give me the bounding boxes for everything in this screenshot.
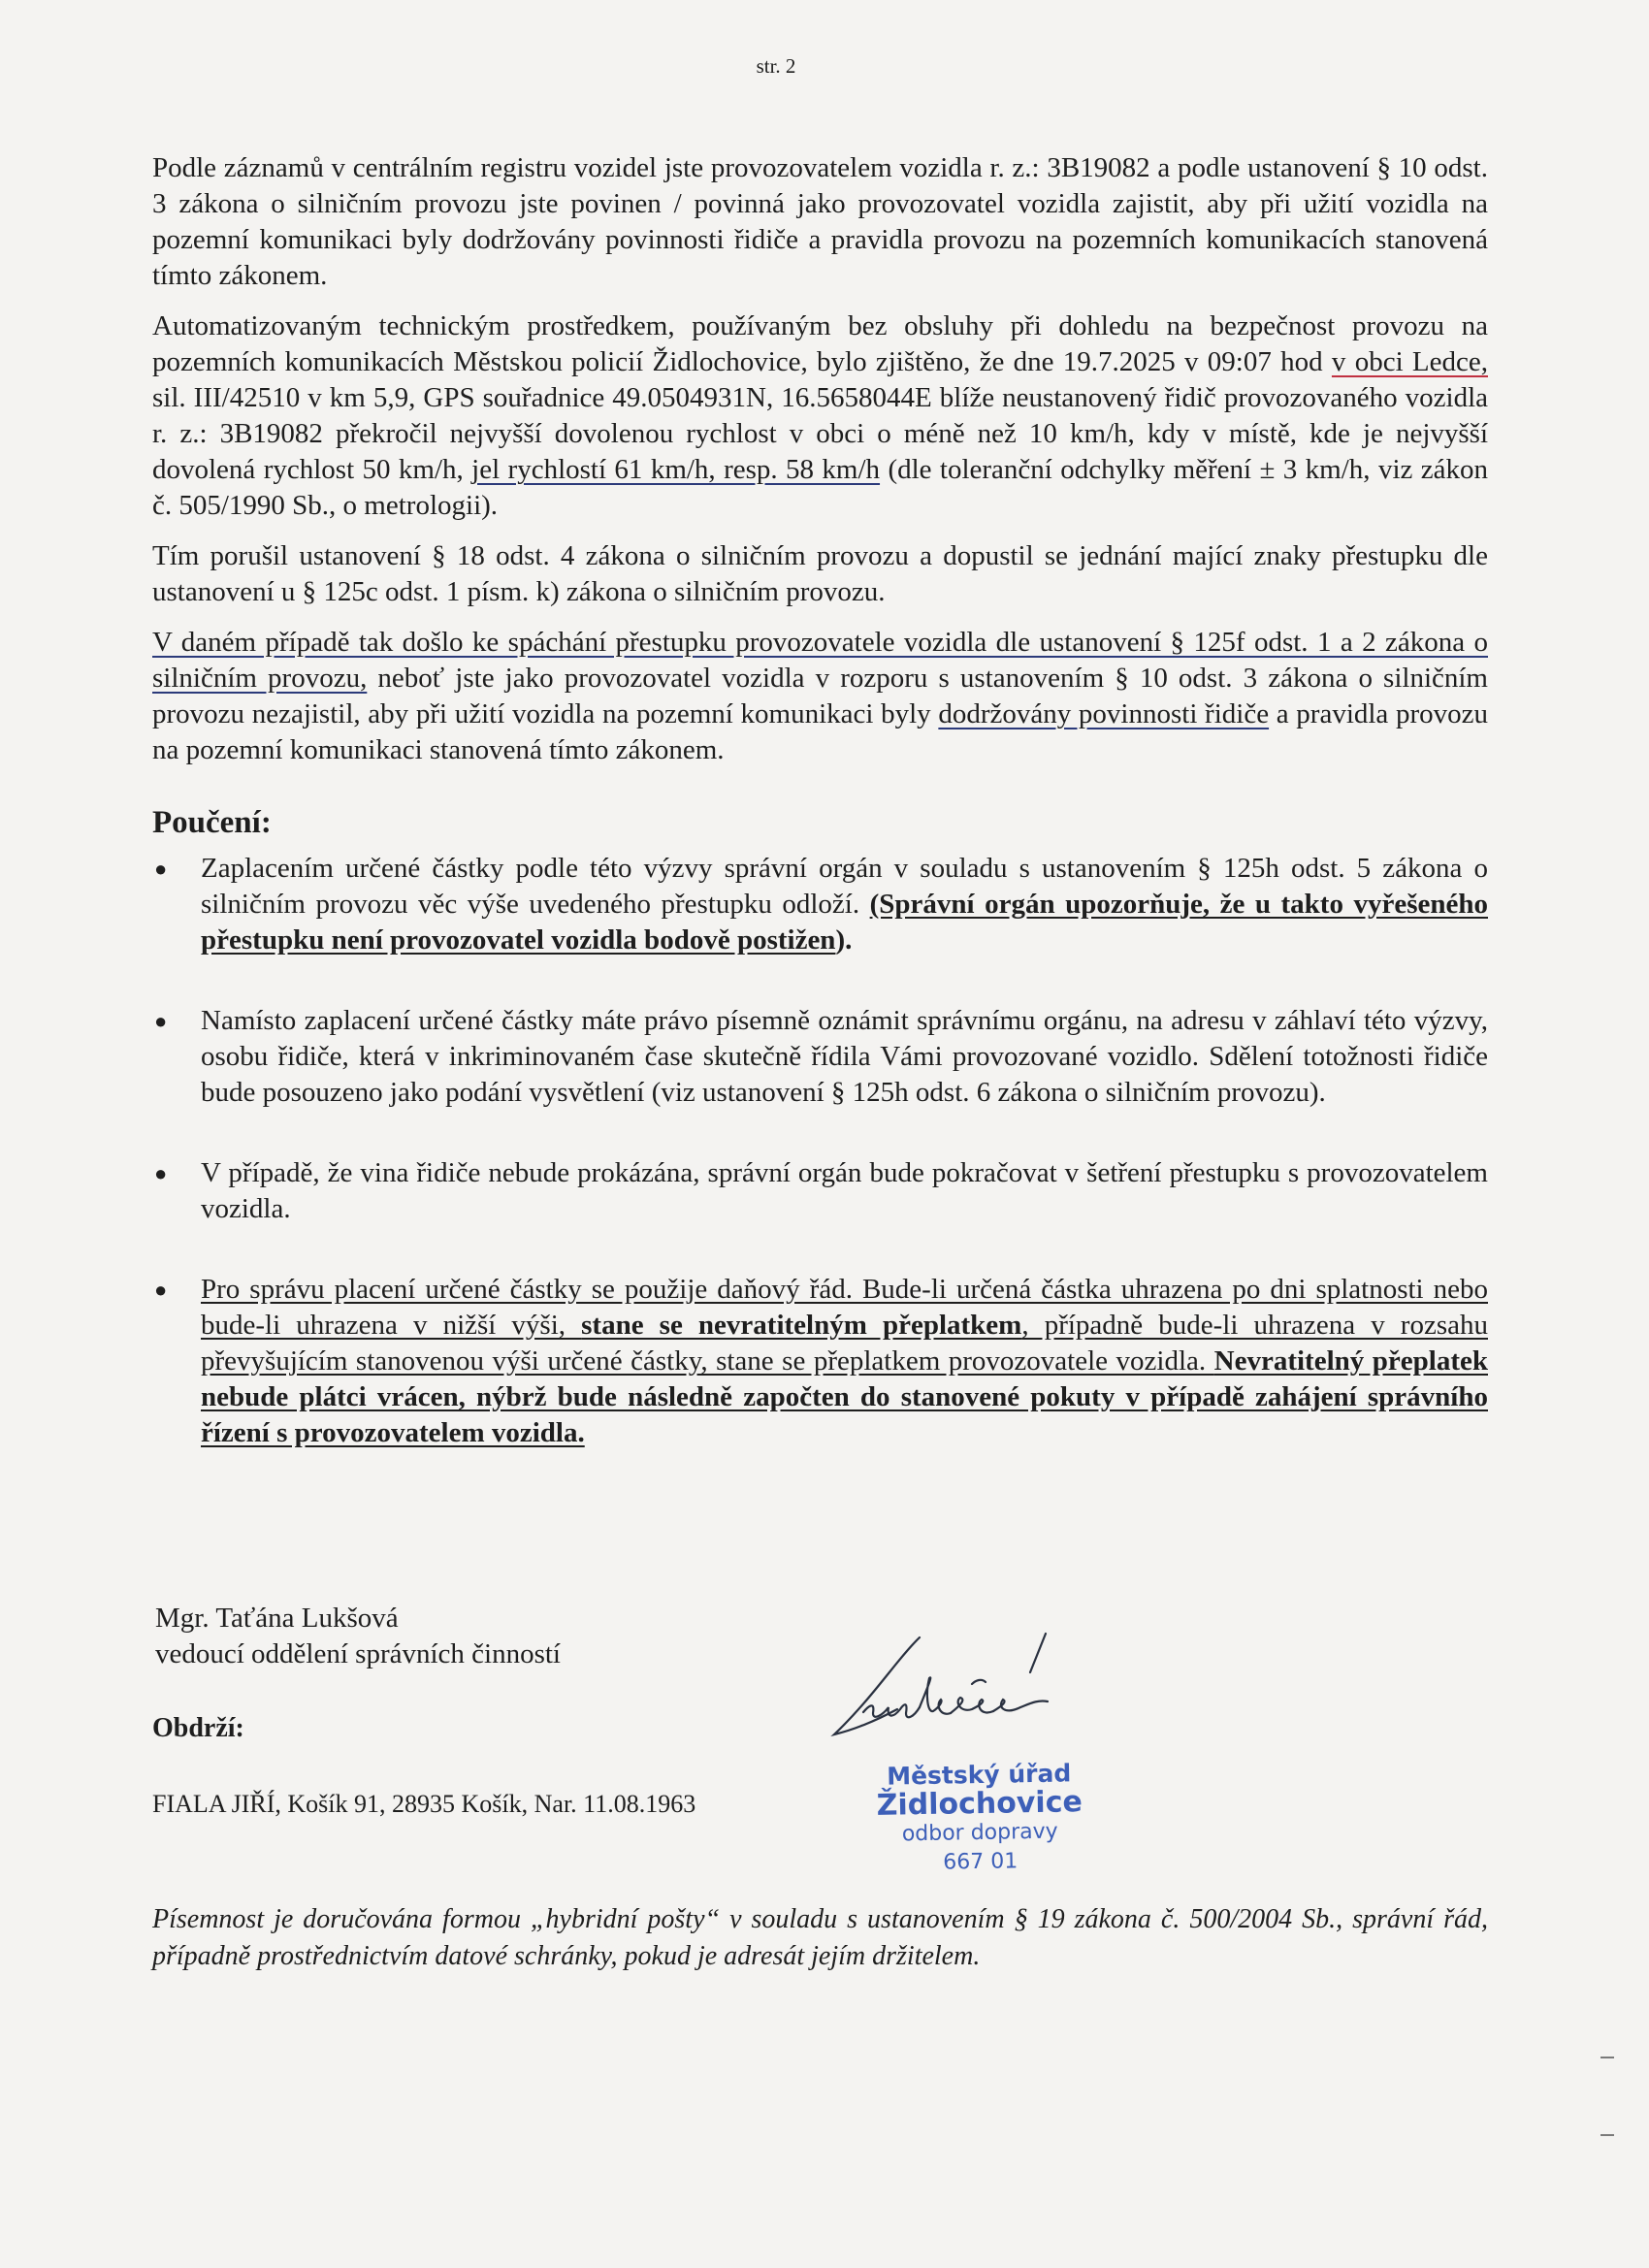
paragraph-offence-detection	[152, 308, 1488, 524]
stamp-line-postcode: 667 01	[943, 1849, 1018, 1875]
office-stamp	[853, 1759, 1107, 1880]
document-body	[152, 150, 1488, 1496]
bullet-icon: ●	[154, 1009, 168, 1033]
speed-underlined: jel rychlostí 61 km/h, resp. 58 km/h	[471, 454, 881, 485]
instructions-list	[152, 851, 1488, 1451]
signatory-name: Mgr. Taťána Lukšová	[155, 1603, 399, 1634]
signatory-block	[155, 1601, 561, 1672]
instruction-item-driver-identification	[152, 1003, 1488, 1111]
bullet-icon: ●	[154, 1161, 168, 1185]
delivery-note: Písemnost je doručována formou „hybridní pošty“ v souladu s ustanovením § 19 zákona č. 500/2004 Sb., správní řád, případně prostřednictvím datové schránky, pokud je adresát jejím držitelem.	[152, 1904, 1488, 1971]
overpayment-warning: Nevratitelný přeplatek nebude plátci vrácen, nýbrž bude následně započten do stanovené pokuty v případě zahájení správního řízení s provozovatelem vozidla.	[201, 1345, 1488, 1448]
page-number: str. 2	[756, 54, 796, 78]
instructions-heading: Poučení:	[152, 805, 272, 840]
driver-duties-underlined: dodržovány povinnosti řidiče	[938, 698, 1270, 729]
overpayment-text: , případně bude-li uhrazena v rozsahu převyšujícím stanovenou výši určené částky, stane se přeplatkem provozovatele vozidla.	[201, 1310, 1488, 1377]
non-refundable-overpayment: stane se nevratitelným přeplatkem	[581, 1310, 1022, 1341]
stamp-line-office: Městský úřad	[886, 1759, 1072, 1791]
recipient-entry: FIALA JIŘÍ, Košík 91, 28935 Košík, Nar. 11.08.1963	[152, 1790, 696, 1818]
operator-offence-text-d: a pravidla provozu na pozemní komunikaci stanovená tímto zákonem.	[152, 698, 1489, 765]
stamp-line-department: odbor dopravy	[901, 1819, 1058, 1847]
driver-identification-text: Namísto zaplacení určené částky máte právo písemně oznámit správnímu orgánu, na adresu v záhlaví této výzvy, osobu řidiče, která v inkriminovaném čase skutečně řídila Vámi provozované vozidlo. Sdělení totožnosti řidiče bude posouzeno jako podání vysvětlení (viz ustanovení § 125h odst. 6 zákona o silničním provozu).	[201, 1005, 1488, 1108]
stamp-line-town: Židlochovice	[876, 1785, 1083, 1823]
detection-text-e: (dle toleranční odchylky měření ± 3 km/h, viz zákon č. 505/1990 Sb., o metrologii).	[152, 454, 1489, 521]
no-points-notice: (Správní orgán upozorňuje, že u takto vyřešeného přestupku není provozovatel vozidla bodově postižen	[201, 889, 1488, 956]
paragraph-violation: Tím porušil ustanovení § 18 odst. 4 zákona o silničním provozu a dopustil se jednání mající znaky přestupku dle ustanovení u § 125c odst. 1 písm. k) zákona o silničním provozu.	[152, 540, 1488, 607]
recipients-label: Obdrží:	[152, 1713, 244, 1743]
scan-mark	[1600, 2057, 1614, 2058]
instruction-item-continuation	[152, 1155, 1488, 1227]
detection-text-a: Automatizovaným technickým prostředkem, používaným bez obsluhy při dohledu na bezpečnost provozu na pozemních komunikacích Městskou policií Židlochovice, bylo zjištěno, že dne 19.7.2025 v 09:07 hod	[152, 310, 1488, 377]
continuation-text: V případě, že vina řidiče nebude prokázána, správní orgán bude pokračovat v šetření přestupku s provozovatelem vozidla.	[201, 1157, 1488, 1224]
payment-text: Zaplacením určené částky podle této výzvy správní orgán v souladu s ustanovením § 125h odst. 5 zákona o silničním provozu věc výše uvedeného přestupku odloží.	[201, 853, 1488, 920]
operator-offence-text-b: neboť jste jako provozovatel vozidla v rozporu s ustanovením § 10 odst. 3 zákona o silničním provozu nezajistil, aby při užití vozidla na pozemní komunikaci byly	[152, 663, 1488, 729]
detection-text-c: sil. III/42510 v km 5,9, GPS souřadnice 49.0504931N, 16.5658044E blíže neustanovený řidič provozovaného vozidla r. z.: 3B19082 překročil nejvyšší dovolenou rychlost v obci o méně než 10 km/h, kdy v místě, kde je nejvyšší dovolená rychlost 50 km/h,	[152, 382, 1488, 485]
instruction-item-overpayment	[152, 1272, 1488, 1451]
no-points-notice-end: ).	[835, 924, 853, 956]
signature-text: Lukšová	[805, 1607, 859, 1624]
paragraph-registry: Podle záznamů v centrálním registru vozidel jste provozovatelem vozidla r. z.: 3B19082 a podle ustanovení § 10 odst. 3 zákona o silničním provozu jste povinen / povinná jako provozovatel vozidla zajistit, aby při užití vozidla na pozemní komunikaci byly dodržovány povinnosti řidiče a pravidla provozu na pozemních komunikacích stanovená tímto zákonem.	[152, 152, 1488, 291]
tax-code-text: Pro správu placení určené částky se použije daňový řád. Bude-li určená částka uhrazena po dni splatnosti nebo bude-li uhrazena v nižší výši,	[201, 1274, 1488, 1341]
location-underlined: v obci Ledce,	[1331, 346, 1488, 377]
scan-mark	[1600, 2134, 1614, 2136]
paragraph-operator-offence	[152, 625, 1488, 768]
handwritten-signature	[805, 1607, 1212, 1756]
instruction-item-payment	[152, 851, 1488, 958]
bullet-icon: ●	[154, 1278, 168, 1302]
signatory-title: vedoucí oddělení správních činností	[155, 1638, 561, 1669]
bullet-icon: ●	[154, 857, 168, 881]
operator-offence-underlined: V daném případě tak došlo ke spáchání přestupku provozovatele vozidla dle ustanovení § 125f odst. 1 a 2 zákona o silničním provozu,	[152, 627, 1488, 694]
